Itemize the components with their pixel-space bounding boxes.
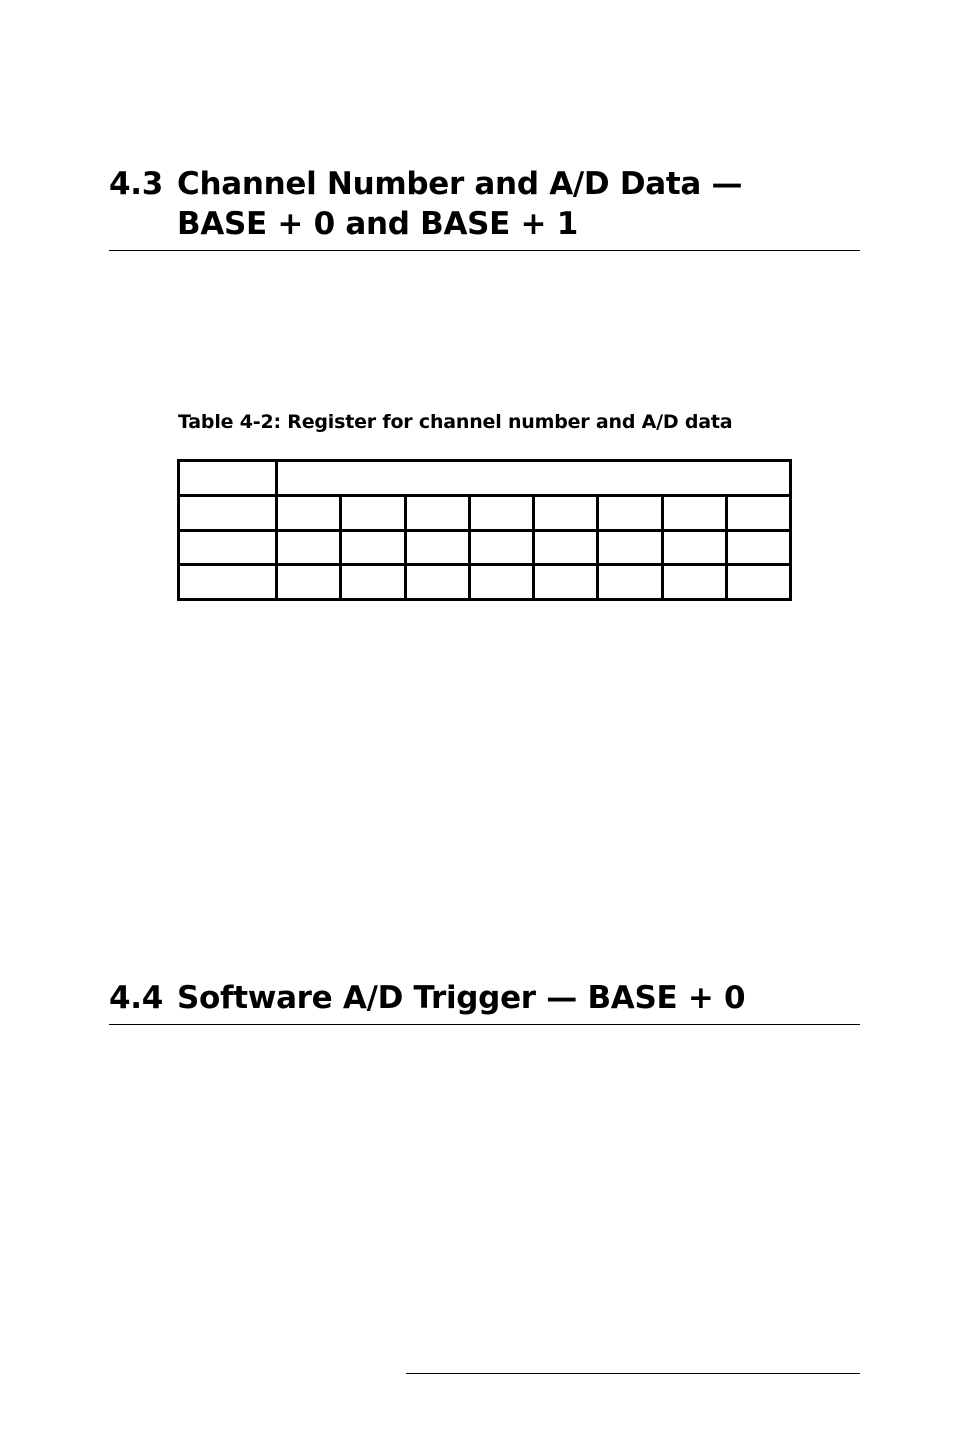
table-cell	[534, 530, 598, 565]
table-cell	[662, 495, 726, 530]
table-cell	[662, 565, 726, 600]
section-number: 4.3	[109, 166, 164, 202]
table-row	[179, 495, 791, 530]
table-row	[179, 530, 791, 565]
table-cell	[405, 530, 469, 565]
table-row	[179, 565, 791, 600]
section-heading-4-3	[109, 164, 860, 251]
table-cell	[598, 495, 662, 530]
table-cell	[469, 495, 533, 530]
table-cell	[179, 495, 277, 530]
register-table	[177, 459, 792, 601]
section-title-line-2: BASE + 0 and BASE + 1	[177, 206, 578, 242]
table-cell	[341, 495, 405, 530]
section-title: Software A/D Trigger — BASE + 0	[177, 980, 746, 1016]
table-cell	[726, 565, 790, 600]
table-cell	[598, 530, 662, 565]
table-cell	[469, 565, 533, 600]
table-cell	[277, 495, 341, 530]
footer-rule	[406, 1373, 860, 1374]
table-cell	[341, 565, 405, 600]
table-cell	[534, 565, 598, 600]
section-heading-4-4	[109, 978, 860, 1025]
table-cell	[469, 530, 533, 565]
table-cell	[726, 530, 790, 565]
table-cell	[179, 461, 277, 496]
table-cell	[534, 495, 598, 530]
table-cell	[179, 530, 277, 565]
section-title-line-1: Channel Number and A/D Data —	[177, 166, 743, 202]
table-cell	[405, 565, 469, 600]
table-caption: Table 4-2: Register for channel number and A/D data	[178, 411, 733, 433]
table-cell	[277, 530, 341, 565]
section-number: 4.4	[109, 980, 164, 1016]
table-cell	[341, 530, 405, 565]
table-row	[179, 461, 791, 496]
table-cell	[277, 461, 791, 496]
table-cell	[662, 530, 726, 565]
table-cell	[726, 495, 790, 530]
table-cell	[179, 565, 277, 600]
table-cell	[598, 565, 662, 600]
table-cell	[405, 495, 469, 530]
table-cell	[277, 565, 341, 600]
